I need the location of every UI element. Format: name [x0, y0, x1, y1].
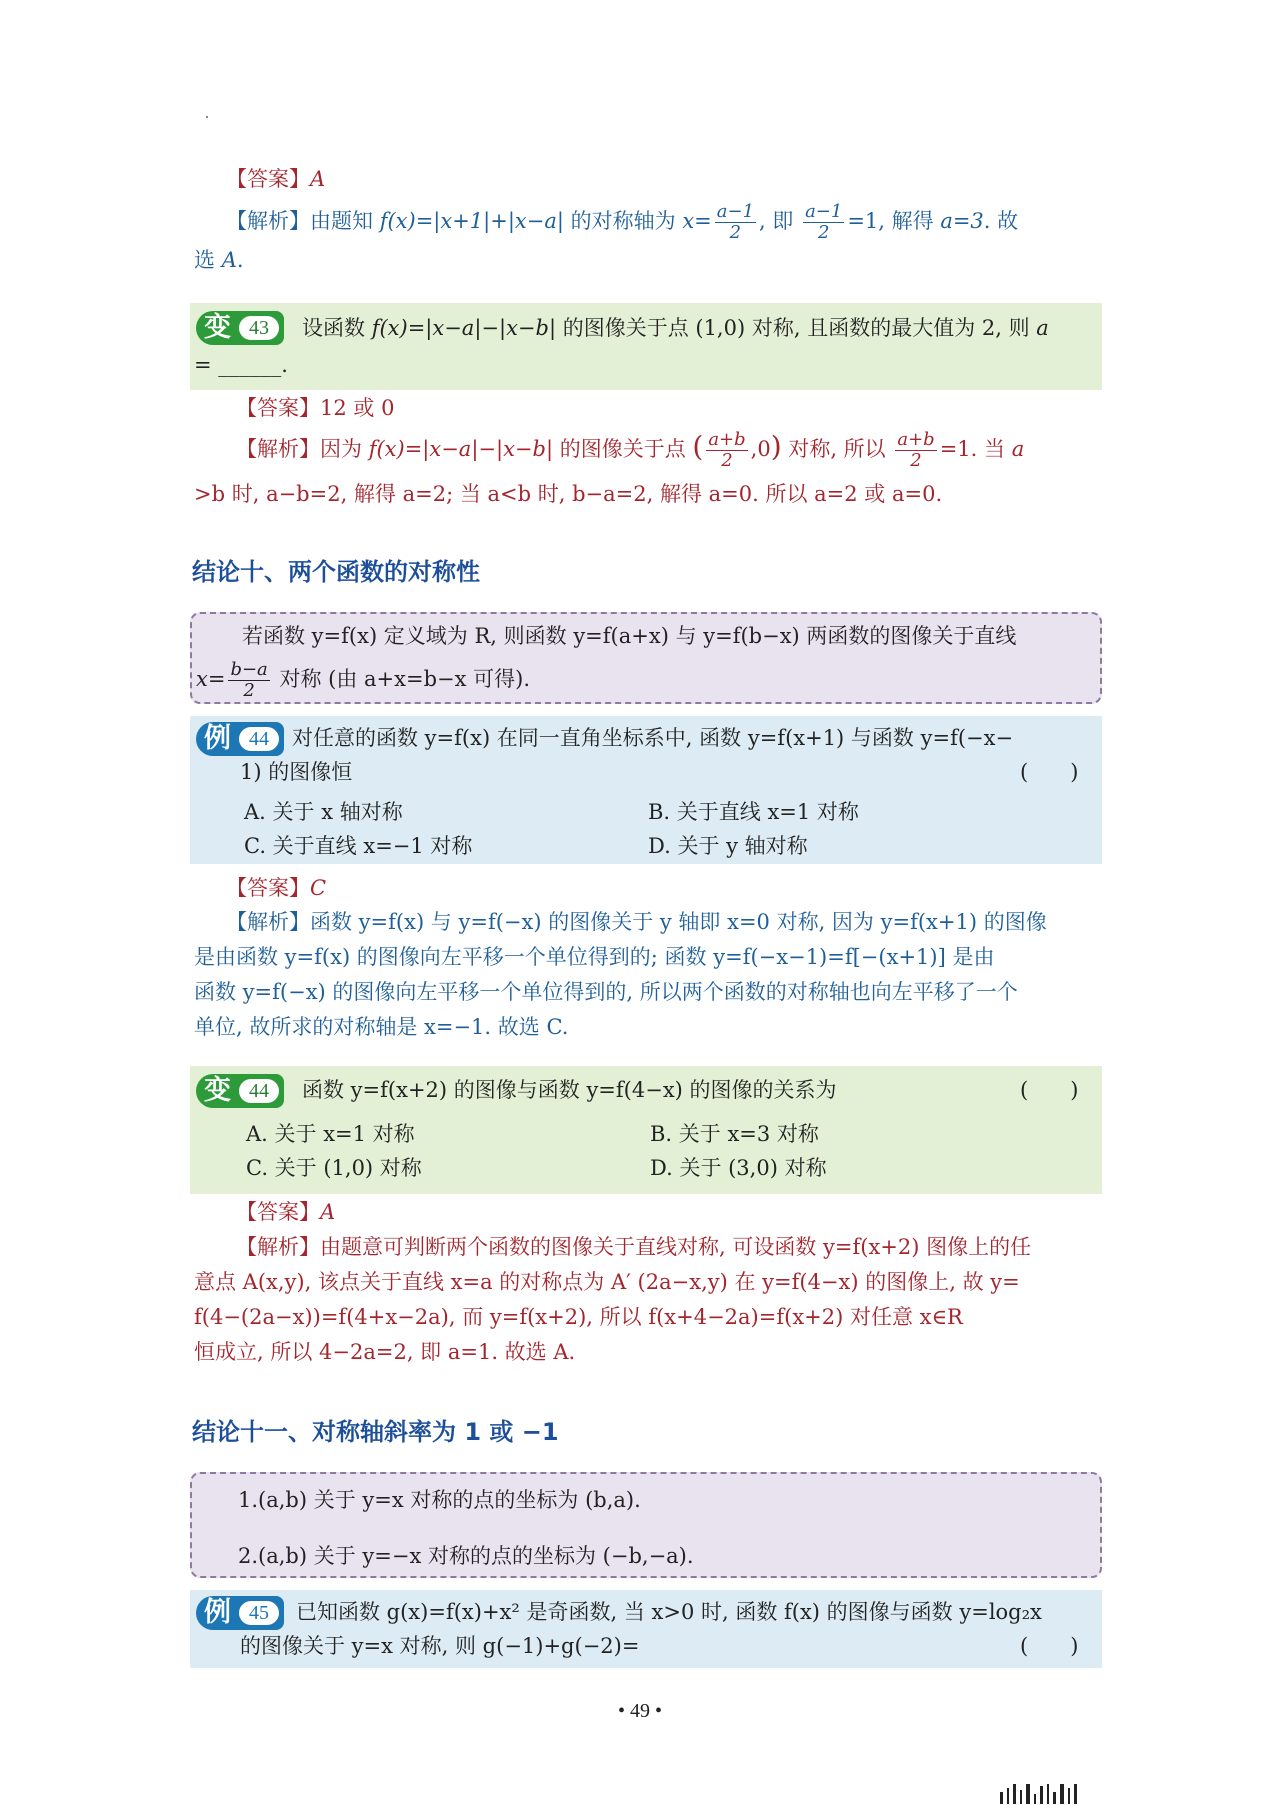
option-d: D. 关于 (3,0) 对称 — [650, 1156, 827, 1180]
fraction-denominator: 2 — [910, 450, 922, 471]
option-c: C. 关于直线 x=−1 对称 — [244, 834, 473, 858]
fraction-numerator: a−1 — [805, 201, 843, 222]
badge-char: 例 — [204, 1597, 231, 1628]
solution-42 — [190, 196, 1102, 276]
solution-text: ,0 — [750, 437, 771, 461]
solution-label: 【解析】 — [236, 437, 320, 461]
solution-label: 【解析】 — [226, 910, 310, 934]
solution-text: 由题意可判断两个函数的图像关于直线对称, 可设函数 y=f(x+2) 图像上的任 — [320, 1235, 1032, 1259]
solution-text: . — [236, 248, 244, 272]
solution-text: 由题知 — [310, 209, 380, 233]
option-a: A. 关于 x 轴对称 — [244, 800, 403, 824]
solution-text: 对称, 所以 — [781, 437, 893, 461]
solution-formula: f(x)=|x+1|+|x−a| — [379, 209, 564, 233]
option-c: C. 关于 (1,0) 对称 — [246, 1156, 422, 1180]
question-text: 的图像关于点 (1,0) 对称, 且函数的最大值为 2, 则 — [556, 316, 1037, 340]
question-formula: f(x)=|x−a|−|x−b| — [371, 316, 557, 340]
badge-number: 45 — [238, 1600, 280, 1626]
badge-char: 变 — [204, 312, 231, 343]
watermark-bars — [1000, 1782, 1256, 1804]
answer-43: 【答案】12 或 0 【解析】因为 f(x)=|x−a|−|x−b| 的图像关于点 ( $\frac{a+b}{2}$ ,0) 对称, 所以 $\frac{a+b}{2}$ =1. 当 a >b 时, a−b=2, 解得 a=2; 当 a<b 时, b−a=2, 解得 a=0. 所以 a=2 或 a=0. — [190, 392, 1102, 512]
section-heading: 结论十一、对称轴斜率为 1 或 −1 — [192, 1418, 559, 1446]
page-number: • 49 • — [617, 1700, 662, 1722]
solution-label: 【解析】 — [236, 1235, 320, 1259]
solution-44 — [190, 906, 1102, 1046]
answer-label: 【答案】 — [226, 167, 310, 191]
answer-value: A — [320, 1200, 336, 1224]
answer-value: C — [310, 876, 327, 900]
option-a: A. 关于 x=1 对称 — [246, 1122, 415, 1146]
solution-line-2: >b 时, a−b=2, 解得 a=2; 当 a<b 时, b−a=2, 解得 a=0. 所以 a=2 或 a=0. — [194, 482, 943, 506]
fraction-numerator: a+b — [897, 429, 935, 450]
fraction-numerator: b−a — [230, 659, 268, 680]
question-text: 设函数 — [302, 316, 372, 340]
badge-number: 43 — [238, 315, 280, 341]
section-heading: 结论十、两个函数的对称性 — [192, 558, 480, 586]
badge-char: 例 — [204, 723, 231, 754]
option-d: D. 关于 y 轴对称 — [648, 834, 808, 858]
fraction — [715, 202, 756, 243]
solution-formula: f(x)=|x−a|−|x−b| — [368, 437, 554, 461]
solution-text: 的图像关于点 — [553, 437, 693, 461]
solution-text: 选 — [194, 248, 222, 272]
conclusion-10-box — [190, 612, 1102, 704]
answer-label: 【答案】 — [226, 876, 310, 900]
conclusion-11-box — [190, 1472, 1102, 1578]
question-line-2: = ______. — [194, 353, 288, 377]
fraction-denominator: 2 — [721, 450, 733, 471]
solution-text: =1. 当 — [939, 437, 1012, 461]
conclusion-line-1: 若函数 y=f(x) 定义域为 R, 则函数 y=f(a+x) 与 y=f(b−x) 两函数的图像关于直线 — [242, 624, 1017, 648]
fraction — [895, 430, 936, 471]
fraction-denominator: 2 — [817, 222, 830, 243]
answer-paren: ( ) — [1020, 1078, 1079, 1102]
conclusion-formula: x= — [196, 667, 226, 691]
solution-formula: a=3 — [940, 209, 984, 233]
variant-43-box — [190, 303, 1102, 390]
variant-badge — [196, 311, 284, 345]
conclusion-line-2: 2.(a,b) 关于 y=−x 对称的点的坐标为 (−b,−a). — [238, 1544, 694, 1568]
answer-value: A — [310, 167, 326, 191]
scan-dot — [206, 116, 208, 118]
fraction — [706, 430, 747, 471]
answer-paren: ( ) — [1020, 1634, 1079, 1658]
question-line-2: 的图像关于 y=x 对称, 则 g(−1)+g(−2)= — [240, 1634, 640, 1658]
question-line-1: 对任意的函数 y=f(x) 在同一直角坐标系中, 函数 y=f(x+1) 与函数 y=f(−x− — [292, 726, 1014, 750]
fraction-denominator: 2 — [243, 680, 255, 701]
badge-number: 44 — [238, 726, 280, 752]
question-line-1: 已知函数 g(x)=f(x)+x² 是奇函数, 当 x>0 时, 函数 f(x) 的图像与函数 y=log₂x — [296, 1600, 1042, 1624]
example-45-box — [190, 1590, 1102, 1668]
solution-line-3: 函数 y=f(−x) 的图像向左平移一个单位得到的, 所以两个函数的对称轴也向左平移了一个 — [194, 980, 1018, 1004]
solution-text: 函数 y=f(x) 与 y=f(−x) 的图像关于 y 轴即 x=0 对称, 因为 y=f(x+1) 的图像 — [310, 910, 1047, 934]
fraction — [228, 660, 269, 701]
answer-value: 12 或 0 — [320, 396, 395, 420]
variant-badge — [196, 1074, 284, 1108]
solution-formula: x= — [682, 209, 712, 233]
solution-line-4: 单位, 故所求的对称轴是 x=−1. 故选 C. — [194, 1015, 569, 1039]
answer-label: 【答案】 — [236, 1200, 320, 1224]
solution-text: =1, 解得 — [847, 209, 941, 233]
badge-number: 44 — [238, 1078, 280, 1104]
fraction-denominator: 2 — [729, 222, 742, 243]
question-formula: a — [1036, 316, 1049, 340]
solution-line-2: 是由函数 y=f(x) 的图像向左平移一个单位得到的; 函数 y=f(−x−1)=f[−(x+1)] 是由 — [194, 945, 995, 969]
option-b: B. 关于直线 x=1 对称 — [648, 800, 859, 824]
example-44-box — [190, 716, 1102, 864]
example-badge — [196, 1596, 284, 1630]
answer-label: 【答案】 — [236, 396, 320, 420]
solution-text: . 故 — [983, 209, 1019, 233]
question-line-1: 函数 y=f(x+2) 的图像与函数 y=f(4−x) 的图像的关系为 — [302, 1078, 837, 1102]
example-badge — [196, 722, 284, 756]
fraction-numerator: a+b — [708, 429, 746, 450]
solution-formula: a — [1011, 437, 1025, 461]
solution-formula: A — [221, 248, 237, 272]
variant-44-box — [190, 1066, 1102, 1194]
answer-44b — [190, 1196, 1102, 1376]
option-b: B. 关于 x=3 对称 — [650, 1122, 819, 1146]
conclusion-line-1: 1.(a,b) 关于 y=x 对称的点的坐标为 (b,a). — [238, 1488, 641, 1512]
solution-text: 因为 — [320, 437, 369, 461]
fraction — [803, 202, 844, 243]
solution-line-4: 恒成立, 所以 4−2a=2, 即 a=1. 故选 A. — [194, 1340, 576, 1364]
badge-char: 变 — [204, 1075, 231, 1106]
conclusion-text: 对称 (由 a+x=b−x 可得). — [272, 667, 530, 691]
fraction-numerator: a−1 — [716, 201, 755, 222]
answer-paren: ( ) — [1020, 760, 1079, 784]
solution-line-2: 意点 A(x,y), 该点关于直线 x=a 的对称点为 A′ (2a−x,y) 在 y=f(4−x) 的图像上, 故 y= — [194, 1270, 1020, 1294]
solution-text: 的对称轴为 — [563, 209, 683, 233]
question-line-2: 1) 的图像恒 — [240, 760, 353, 784]
solution-text: , 即 — [759, 209, 801, 233]
solution-label: 【解析】 — [226, 209, 310, 233]
solution-line-3: f(4−(2a−x))=f(4+x−2a), 而 y=f(x+2), 所以 f(x+4−2a)=f(x+2) 对任意 x∈R — [194, 1305, 963, 1329]
